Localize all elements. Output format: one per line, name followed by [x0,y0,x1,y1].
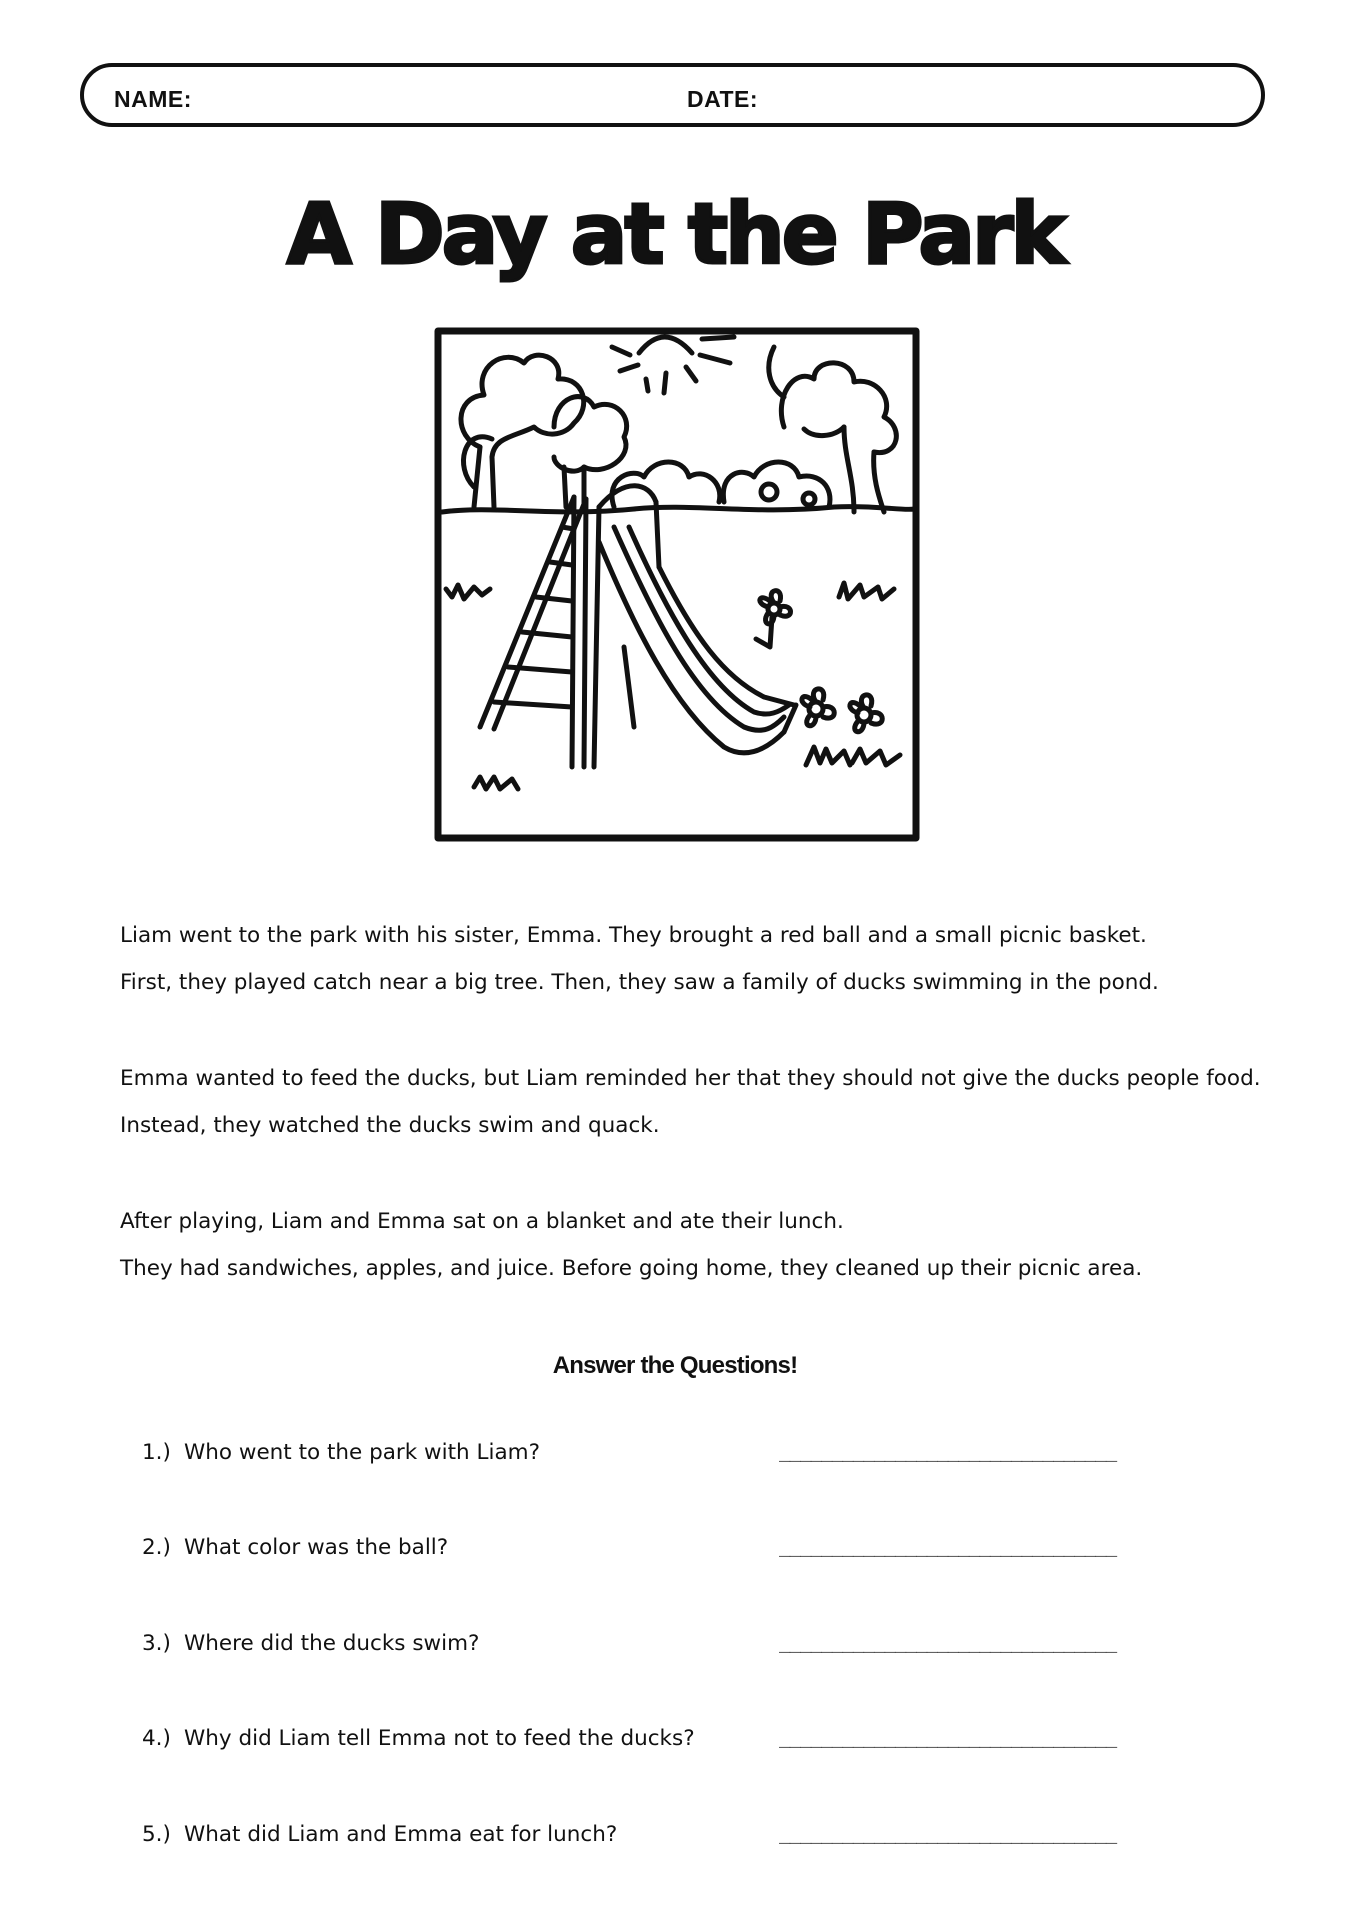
question-text: What did Liam and Emma eat for lunch? [184,1822,618,1847]
story-text [120,912,1261,1292]
question-item [142,1535,1222,1575]
question-text: Why did Liam tell Emma not to feed the ducks? [184,1726,695,1751]
park-slide-illustration [434,327,920,842]
tree-left-icon [461,355,627,507]
tree-right-icon [769,347,897,512]
ground-line [442,507,914,512]
story-line: Instead, they watched the ducks swim and quack. [120,1113,660,1138]
question-number: 1.) [142,1440,171,1465]
question-item [142,1631,1222,1671]
question-item [142,1822,1222,1862]
flower-icon [756,591,791,647]
name-date-box [80,63,1265,127]
answer-line[interactable]: ________________________________ [779,1631,1117,1653]
question-item [142,1440,1222,1480]
answer-line[interactable]: ________________________________ [779,1726,1117,1748]
sun-icon [612,337,734,393]
slide-ladder-icon [480,497,586,767]
story-line: Liam went to the park with his sister, Emma. They brought a red ball and a small picnic basket. [120,923,1147,948]
question-number: 5.) [142,1822,171,1847]
question-item [142,1726,1222,1766]
answer-line[interactable]: ________________________________ [779,1822,1117,1844]
answer-line[interactable]: ________________________________ [779,1535,1117,1557]
answer-line[interactable]: ________________________________ [779,1440,1117,1462]
question-text: What color was the ball? [184,1535,449,1560]
name-label: NAME: [114,86,192,112]
questions-heading: Answer the Questions! [552,1352,798,1379]
slide-chute-icon [594,486,796,767]
bushes-icon [612,462,830,507]
date-label: DATE: [687,86,759,112]
worksheet-title: A Day at the Park [286,185,1064,283]
flower-icon [802,689,882,732]
question-text: Who went to the park with Liam? [184,1440,540,1465]
story-line: They had sandwiches, apples, and juice. Before going home, they cleaned up their picnic area. [120,1256,1143,1281]
story-line: After playing, Liam and Emma sat on a blanket and ate their lunch. [120,1209,844,1234]
question-number: 4.) [142,1726,171,1751]
question-number: 2.) [142,1535,171,1560]
story-line: First, they played catch near a big tree. Then, they saw a family of ducks swimming in the pond. [120,970,1159,995]
story-line: Emma wanted to feed the ducks, but Liam reminded her that they should not give the ducks people food. [120,1066,1261,1091]
question-text: Where did the ducks swim? [184,1631,480,1656]
question-number: 3.) [142,1631,171,1656]
